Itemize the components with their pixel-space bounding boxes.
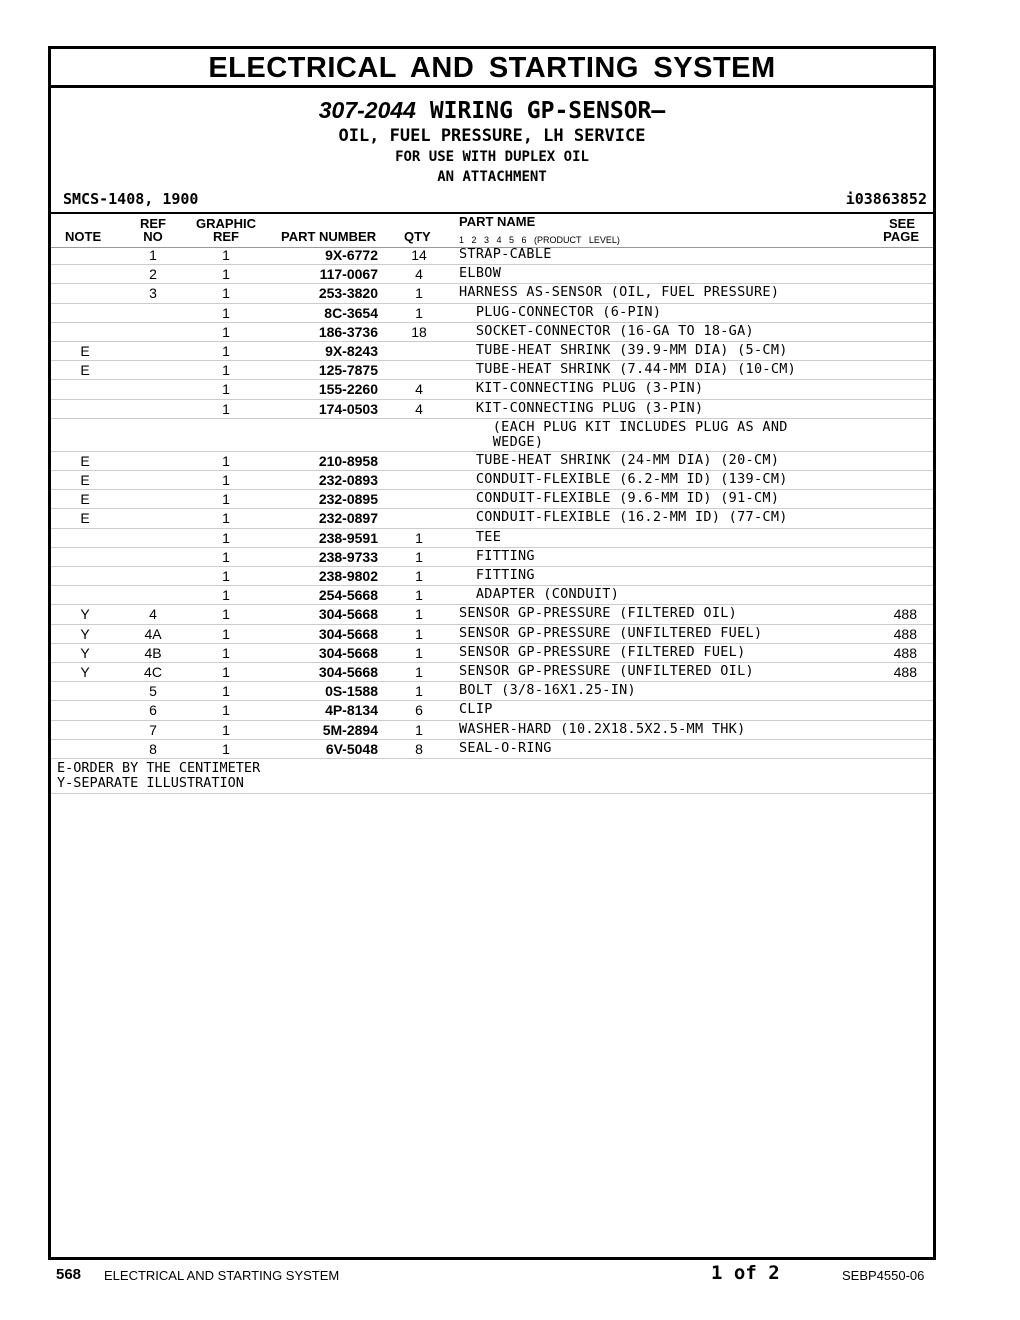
cell-graphic-ref: 1: [222, 362, 230, 379]
table-row: [51, 342, 933, 361]
cell-graphic-ref: 1: [222, 683, 230, 700]
cell-graphic-ref: 1: [222, 304, 230, 321]
cell-qty: 18: [411, 323, 427, 340]
cell-note: E: [80, 472, 90, 489]
cell-part-name: FITTING: [459, 547, 535, 564]
cell-graphic-ref: 1: [222, 548, 230, 565]
cell-graphic-ref: 1: [222, 247, 230, 263]
cell-part-number: 4P-8134: [325, 702, 378, 719]
cell-part-number: 5M-2894: [322, 721, 378, 738]
cell-qty: 1: [415, 663, 423, 680]
cell-see-page: 488: [893, 644, 917, 661]
illustration-id: i03863852: [845, 190, 927, 208]
cell-graphic-ref: 1: [222, 452, 230, 469]
cell-ref-no: 1: [149, 247, 157, 263]
cell-part-number: 9X-8243: [325, 342, 378, 359]
cell-part-number: 0S-1588: [325, 683, 378, 700]
cell-graphic-ref: 1: [222, 510, 230, 527]
cell-part-number: 253-3820: [318, 285, 378, 302]
cell-part-name: CONDUIT-FLEXIBLE (16.2-MM ID) (77-CM): [459, 509, 788, 526]
cell-part-name: (EACH PLUG KIT INCLUDES PLUG AS AND WEDGE): [492, 418, 788, 450]
cell-qty: 1: [415, 568, 423, 584]
cell-graphic-ref: 1: [222, 625, 230, 642]
table-notes: [51, 759, 933, 794]
footer-doc-id: SEBP4550-06: [842, 1268, 925, 1283]
footer-page-number: 568: [56, 1266, 82, 1283]
cell-graphic-ref: 1: [222, 740, 230, 757]
table-row: [51, 740, 933, 759]
table-row: [51, 509, 933, 528]
cell-ref-no: 4A: [144, 625, 162, 642]
table-row: [51, 625, 933, 644]
cell-see-page: 488: [893, 663, 917, 680]
cell-part-number: 155-2260: [318, 381, 378, 398]
cell-qty: 1: [415, 683, 423, 700]
cell-part-name: TUBE-HEAT SHRINK (24-MM DIA) (20-CM): [459, 451, 780, 468]
table-row: [51, 721, 933, 740]
cell-qty: 1: [415, 644, 423, 661]
cell-part-name: KIT-CONNECTING PLUG (3-PIN): [459, 380, 704, 397]
cell-part-name: TEE: [459, 528, 502, 545]
cell-part-number: 174-0503: [318, 400, 378, 417]
cell-graphic-ref: 1: [222, 491, 230, 508]
table-header: [51, 212, 933, 248]
cell-part-number: 232-0897: [318, 510, 378, 527]
cell-note: Y: [80, 663, 90, 680]
cell-graphic-ref: 1: [222, 568, 230, 584]
table-row: [51, 567, 933, 586]
cell-see-page: 488: [893, 625, 917, 642]
table-row: [51, 452, 933, 471]
cell-part-number: 238-9591: [318, 529, 378, 546]
table-row: [51, 284, 933, 303]
cell-ref-no: 5: [149, 683, 157, 700]
cell-qty: 1: [415, 606, 423, 623]
smcs-row: [51, 188, 933, 210]
cell-qty: 1: [415, 587, 423, 604]
cell-part-number: 304-5668: [318, 644, 378, 661]
note-line: E-ORDER BY THE CENTIMETER: [57, 759, 261, 776]
header-part-name: PART NAME: [459, 214, 536, 229]
cell-graphic-ref: 1: [222, 400, 230, 417]
cell-note: E: [80, 362, 90, 379]
table-row: [51, 644, 933, 663]
page-title: ELECTRICAL AND STARTING SYSTEM: [51, 49, 933, 88]
group-part-number: 307-2044: [318, 97, 416, 123]
group-title-line3: FOR USE WITH DUPLEX OIL: [395, 149, 589, 165]
cell-graphic-ref: 1: [222, 285, 230, 302]
cell-part-name: CONDUIT-FLEXIBLE (6.2-MM ID) (139-CM): [459, 471, 788, 488]
table-row: [51, 490, 933, 509]
cell-part-number: 9X-6772: [325, 247, 378, 263]
cell-note: E: [80, 510, 90, 527]
cell-part-name: SENSOR GP-PRESSURE (FILTERED FUEL): [459, 643, 746, 660]
cell-ref-no: 4: [149, 606, 157, 623]
cell-ref-no: 4B: [144, 644, 162, 661]
cell-part-number: 254-5668: [318, 587, 378, 604]
cell-qty: 1: [415, 625, 423, 642]
table-row: [51, 548, 933, 567]
header-part-number: PART NUMBER: [281, 229, 377, 244]
table-row: [51, 323, 933, 342]
cell-graphic-ref: 1: [222, 721, 230, 738]
table-row: [51, 605, 933, 624]
table-row: [51, 529, 933, 548]
header-ref-2: NO: [143, 229, 163, 244]
footer-page-of: 1 of 2: [711, 1262, 780, 1284]
cell-part-name: ELBOW: [459, 265, 502, 282]
cell-part-number: 304-5668: [318, 663, 378, 680]
cell-qty: 14: [411, 247, 427, 263]
cell-note: E: [80, 342, 90, 359]
parts-table: [51, 246, 933, 794]
table-row: [51, 682, 933, 701]
cell-see-page: 488: [893, 606, 917, 623]
cell-qty: 1: [415, 304, 423, 321]
cell-graphic-ref: 1: [222, 342, 230, 359]
cell-part-name: STRAP-CABLE: [459, 246, 552, 262]
cell-part-number: 232-0893: [318, 472, 378, 489]
cell-part-name: SENSOR GP-PRESSURE (UNFILTERED OIL): [459, 662, 754, 679]
cell-note: E: [80, 452, 90, 469]
cell-part-number: 238-9802: [318, 568, 378, 584]
cell-graphic-ref: 1: [222, 266, 230, 283]
cell-part-number: 125-7875: [318, 362, 378, 379]
cell-qty: 4: [415, 266, 423, 283]
cell-qty: 8: [415, 740, 423, 757]
table-row: [51, 663, 933, 682]
cell-part-name: TUBE-HEAT SHRINK (39.9-MM DIA) (5-CM): [459, 341, 788, 358]
cell-part-number: 304-5668: [318, 625, 378, 642]
cell-graphic-ref: 1: [222, 644, 230, 661]
cell-part-number: 117-0067: [319, 266, 378, 283]
cell-note: Y: [80, 606, 90, 623]
cell-note: Y: [80, 625, 90, 642]
cell-ref-no: 4C: [144, 663, 162, 680]
footer-section: ELECTRICAL AND STARTING SYSTEM: [104, 1268, 340, 1283]
cell-part-name: FITTING: [459, 567, 535, 583]
page-footer: [0, 1262, 1020, 1292]
cell-part-number: 6V-5048: [325, 740, 378, 757]
table-row: [51, 380, 933, 399]
cell-graphic-ref: 1: [222, 323, 230, 340]
cell-part-number: 304-5668: [318, 606, 378, 623]
header-product-level: 1 2 3 4 5 6 (PRODUCT LEVEL): [459, 235, 620, 245]
group-title-line1: WIRING GP-SENSOR–: [429, 98, 666, 124]
cell-part-name: SOCKET-CONNECTOR (16-GA TO 18-GA): [459, 322, 754, 339]
cell-qty: 6: [415, 702, 423, 719]
cell-graphic-ref: 1: [222, 702, 230, 719]
header-note: NOTE: [65, 229, 102, 244]
cell-part-name: ADAPTER (CONDUIT): [459, 586, 620, 603]
header-ref-1: REF: [140, 216, 166, 231]
cell-ref-no: 2: [149, 266, 157, 283]
header-graphic-2: REF: [213, 229, 239, 244]
cell-part-name: SENSOR GP-PRESSURE (FILTERED OIL): [459, 605, 738, 622]
table-row: [51, 419, 933, 452]
cell-graphic-ref: 1: [222, 663, 230, 680]
table-row: [51, 304, 933, 323]
group-title-line2: OIL, FUEL PRESSURE, LH SERVICE: [338, 126, 646, 146]
table-row: [51, 361, 933, 380]
cell-graphic-ref: 1: [222, 381, 230, 398]
table-row: [51, 246, 933, 265]
cell-ref-no: 7: [149, 721, 157, 738]
header-see-1: SEE: [888, 216, 915, 231]
cell-ref-no: 3: [149, 285, 157, 302]
cell-ref-no: 8: [149, 740, 157, 757]
header-graphic-1: GRAPHIC: [196, 216, 256, 231]
group-title-line4: AN ATTACHMENT: [437, 169, 547, 185]
cell-part-number: 232-0895: [318, 491, 378, 508]
cell-qty: 1: [415, 285, 423, 302]
cell-qty: 1: [415, 529, 423, 546]
cell-qty: 4: [415, 381, 423, 398]
header-qty: QTY: [404, 229, 431, 244]
cell-part-name: HARNESS AS-SENSOR (OIL, FUEL PRESSURE): [459, 284, 780, 301]
header-see-2: PAGE: [883, 229, 919, 244]
cell-part-name: CONDUIT-FLEXIBLE (9.6-MM ID) (91-CM): [459, 490, 780, 507]
cell-part-number: 8C-3654: [324, 304, 378, 321]
cell-graphic-ref: 1: [222, 529, 230, 546]
cell-part-number: 210-8958: [318, 452, 378, 469]
cell-qty: 1: [415, 721, 423, 738]
note-line: Y-SEPARATE ILLUSTRATION: [57, 774, 244, 791]
cell-part-name: KIT-CONNECTING PLUG (3-PIN): [459, 399, 704, 416]
cell-part-name: SENSOR GP-PRESSURE (UNFILTERED FUEL): [459, 624, 763, 641]
cell-ref-no: 6: [149, 702, 157, 719]
cell-note: Y: [80, 644, 90, 661]
cell-part-name: WASHER-HARD (10.2X18.5X2.5-MM THK): [459, 720, 746, 737]
cell-part-name: SEAL-O-RING: [459, 739, 552, 756]
smcs-code: SMCS-1408, 1900: [63, 190, 199, 208]
cell-part-name: PLUG-CONNECTOR (6-PIN): [459, 303, 662, 320]
cell-graphic-ref: 1: [222, 472, 230, 489]
cell-graphic-ref: 1: [222, 606, 230, 623]
table-row: [51, 701, 933, 720]
cell-qty: 1: [415, 548, 423, 565]
group-title: [51, 96, 933, 187]
page-frame: [48, 46, 936, 1260]
cell-graphic-ref: 1: [222, 587, 230, 604]
table-row: [51, 265, 933, 284]
cell-note: E: [80, 491, 90, 508]
table-row: [51, 586, 933, 605]
table-row: [51, 400, 933, 419]
cell-part-number: 238-9733: [318, 548, 378, 565]
cell-part-name: BOLT (3/8-16X1.25-IN): [459, 682, 636, 699]
cell-part-number: 186-3736: [318, 323, 378, 340]
table-row: [51, 471, 933, 490]
cell-part-name: TUBE-HEAT SHRINK (7.44-MM DIA) (10-CM): [459, 361, 797, 378]
cell-part-name: CLIP: [459, 701, 493, 718]
cell-qty: 4: [415, 400, 423, 417]
